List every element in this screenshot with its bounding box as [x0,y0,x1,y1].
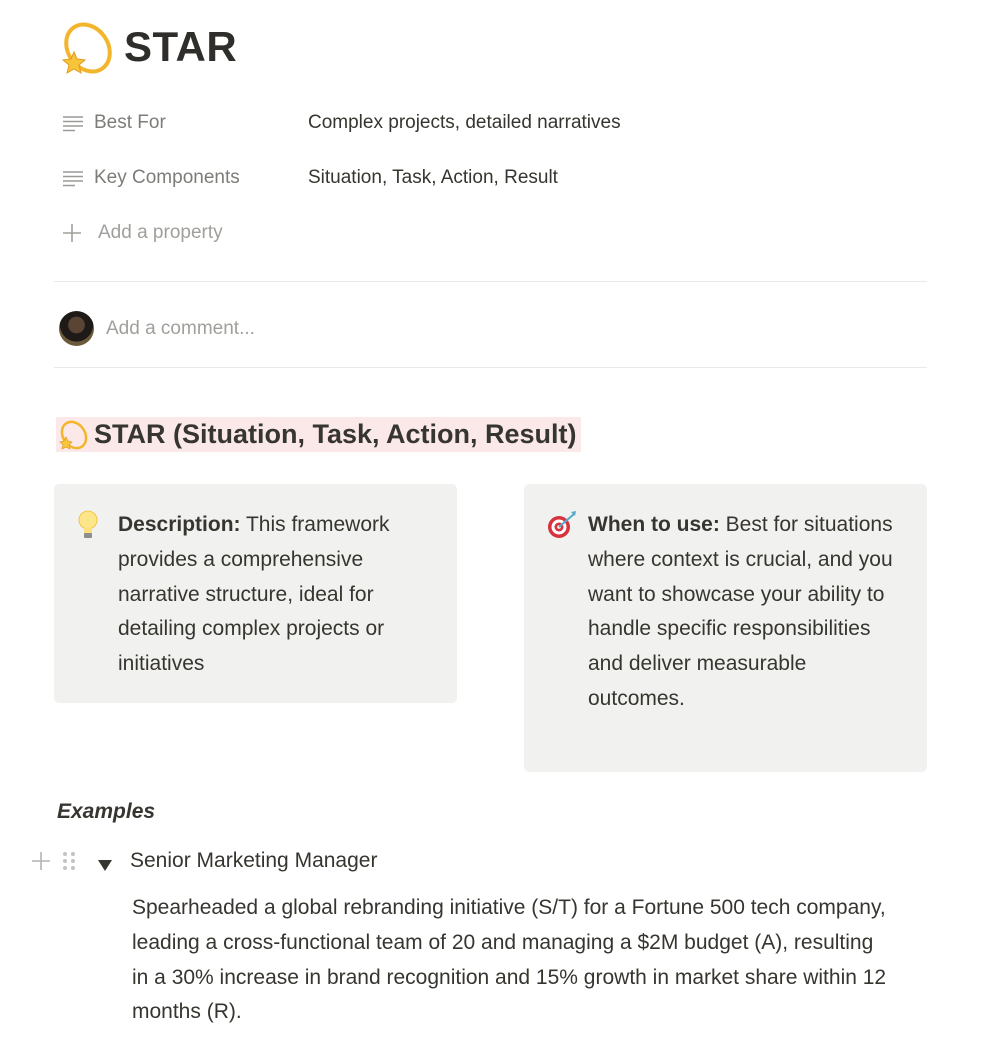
callout-label: When to use: [588,513,720,536]
section-heading[interactable] [56,417,581,452]
divider [54,367,927,368]
callout-text [588,513,893,710]
property-key-components[interactable] [62,163,558,193]
property-value[interactable]: Complex projects, detailed narratives [308,112,621,133]
property-label: Best For [94,112,166,133]
toggle-title[interactable]: Senior Marketing Manager [130,849,378,872]
callout-body: Best for situations where context is crucial, and you want to showcase your ability to handle specific responsibilities and deliver measurable outcomes. [588,513,893,710]
add-property-label: Add a property [98,222,223,243]
dizzy-star-icon [56,419,88,451]
callout-text [118,513,390,675]
comment-bar[interactable] [59,311,255,346]
add-block-icon[interactable] [30,850,52,872]
toggle-triangle-down-icon[interactable] [98,854,112,868]
callout-when-to-use[interactable] [524,484,927,772]
direct-hit-target-icon [546,510,574,540]
light-bulb-icon [76,510,104,540]
toggle-block[interactable] [30,845,377,877]
page-header [58,18,237,76]
drag-handle-icon[interactable] [62,850,76,872]
callout-label: Description: [118,513,241,536]
callout-description[interactable] [54,484,457,703]
divider [54,281,927,282]
dizzy-star-icon[interactable] [58,18,112,76]
examples-heading: Examples [57,800,156,823]
text-lines-icon [62,114,84,132]
property-label: Key Components [94,167,240,188]
plus-icon [62,223,82,243]
comment-input[interactable]: Add a comment... [106,317,255,339]
avatar [59,311,94,346]
callout-body: This framework provides a comprehensive narrative structure, ideal for detailing complex projects or initiatives [118,513,390,676]
page-title[interactable]: STAR [124,23,238,70]
heading-text: STAR (Situation, Task, Action, Result) [94,419,577,449]
property-best-for[interactable] [62,108,621,138]
text-lines-icon [62,169,84,187]
add-property-button[interactable] [62,218,223,248]
property-value[interactable]: Situation, Task, Action, Result [308,167,558,188]
toggle-content: Spearheaded a global rebranding initiative (S/T) for a Fortune 500 tech company, leading a cross-functional team of 20 and managing a $2M budget (A), resulting in a 30% increase in brand recognition and 15% growth in market share within 12 months (R). [132,896,887,1024]
